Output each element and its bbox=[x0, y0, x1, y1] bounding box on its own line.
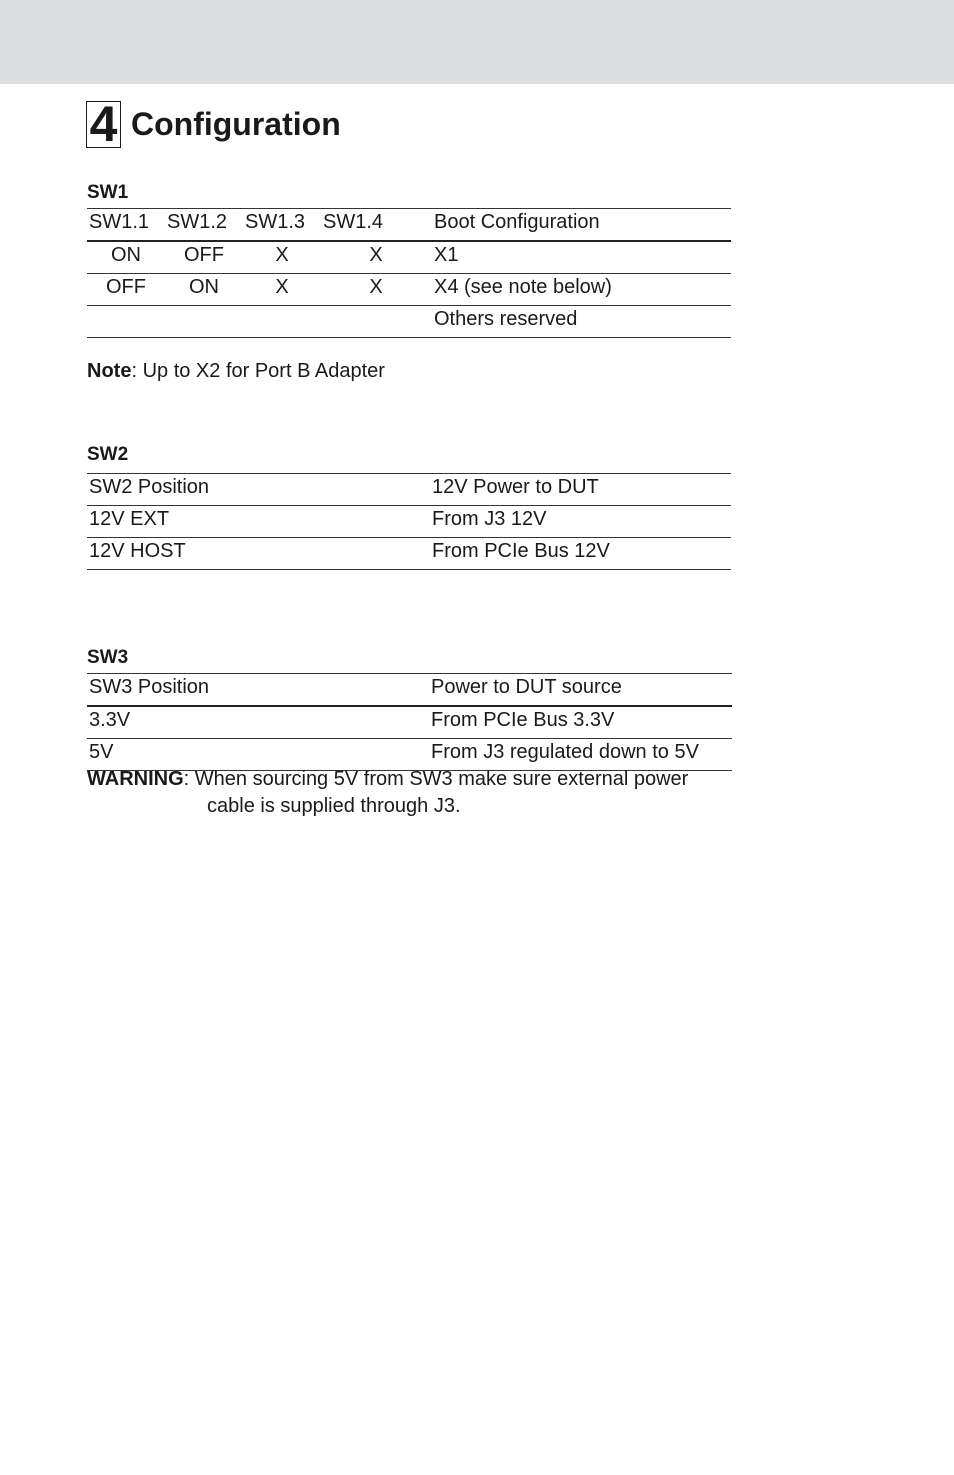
table-cell: X1 bbox=[434, 244, 459, 266]
warning-text-line1: : When sourcing 5V from SW3 make sure external power bbox=[183, 768, 689, 790]
sw3-label: SW3 bbox=[87, 647, 129, 668]
table-header-row bbox=[87, 209, 731, 242]
column-header: 12V Power to DUT bbox=[432, 476, 599, 498]
sw1-note bbox=[87, 360, 385, 383]
table-cell: X bbox=[275, 244, 289, 266]
sw3-warning bbox=[87, 766, 767, 820]
table-cell: X bbox=[275, 276, 289, 298]
column-header: SW1.1 bbox=[89, 211, 150, 233]
table-cell: X4 (see note below) bbox=[434, 276, 612, 298]
table-header-row bbox=[87, 474, 731, 506]
table-cell: OFF bbox=[184, 244, 224, 266]
column-header: Boot Configuration bbox=[434, 211, 600, 233]
chapter-title: Configuration bbox=[131, 105, 341, 142]
table-row bbox=[87, 242, 731, 274]
table-row bbox=[87, 274, 731, 306]
table-row bbox=[87, 707, 732, 739]
column-header: SW2 Position bbox=[89, 476, 210, 498]
chapter-number: 4 bbox=[86, 101, 121, 148]
table-cell: From PCIe Bus 12V bbox=[432, 540, 610, 562]
sw1-label: SW1 bbox=[87, 182, 129, 203]
table-cell: ON bbox=[111, 244, 141, 266]
table-cell: X bbox=[369, 244, 383, 266]
column-header: SW1.3 bbox=[245, 211, 306, 233]
table-row bbox=[87, 538, 731, 570]
table-cell: Others reserved bbox=[434, 308, 578, 330]
table-row bbox=[87, 506, 731, 538]
column-header: SW3 Position bbox=[89, 676, 210, 698]
sw2-label: SW2 bbox=[87, 444, 129, 465]
table-cell: ON bbox=[189, 276, 219, 298]
chapter-heading bbox=[86, 96, 341, 152]
sw1-table bbox=[87, 208, 731, 338]
table-cell: X bbox=[369, 276, 383, 298]
note-text: : Up to X2 for Port B Adapter bbox=[131, 360, 385, 382]
table-cell: OFF bbox=[106, 276, 146, 298]
table-cell: From PCIe Bus 3.3V bbox=[431, 709, 615, 731]
table-cell: 3.3V bbox=[89, 709, 131, 731]
table-header-row bbox=[87, 674, 732, 707]
table-cell: 5V bbox=[89, 741, 114, 763]
table-cell: 12V EXT bbox=[89, 508, 170, 530]
page-header-band bbox=[0, 0, 954, 84]
table-row bbox=[87, 306, 731, 338]
sw3-table bbox=[87, 673, 732, 771]
column-header: SW1.4 bbox=[323, 211, 384, 233]
table-cell: From J3 12V bbox=[432, 508, 547, 530]
column-header: SW1.2 bbox=[167, 211, 228, 233]
column-header: Power to DUT source bbox=[431, 676, 622, 698]
table-cell: From J3 regulated down to 5V bbox=[431, 741, 699, 763]
warning-label: WARNING bbox=[87, 768, 184, 790]
warning-text-line2: cable is supplied through J3. bbox=[207, 795, 461, 817]
sw2-table bbox=[87, 473, 731, 570]
table-cell: 12V HOST bbox=[89, 540, 186, 562]
note-label: Note bbox=[87, 360, 132, 382]
